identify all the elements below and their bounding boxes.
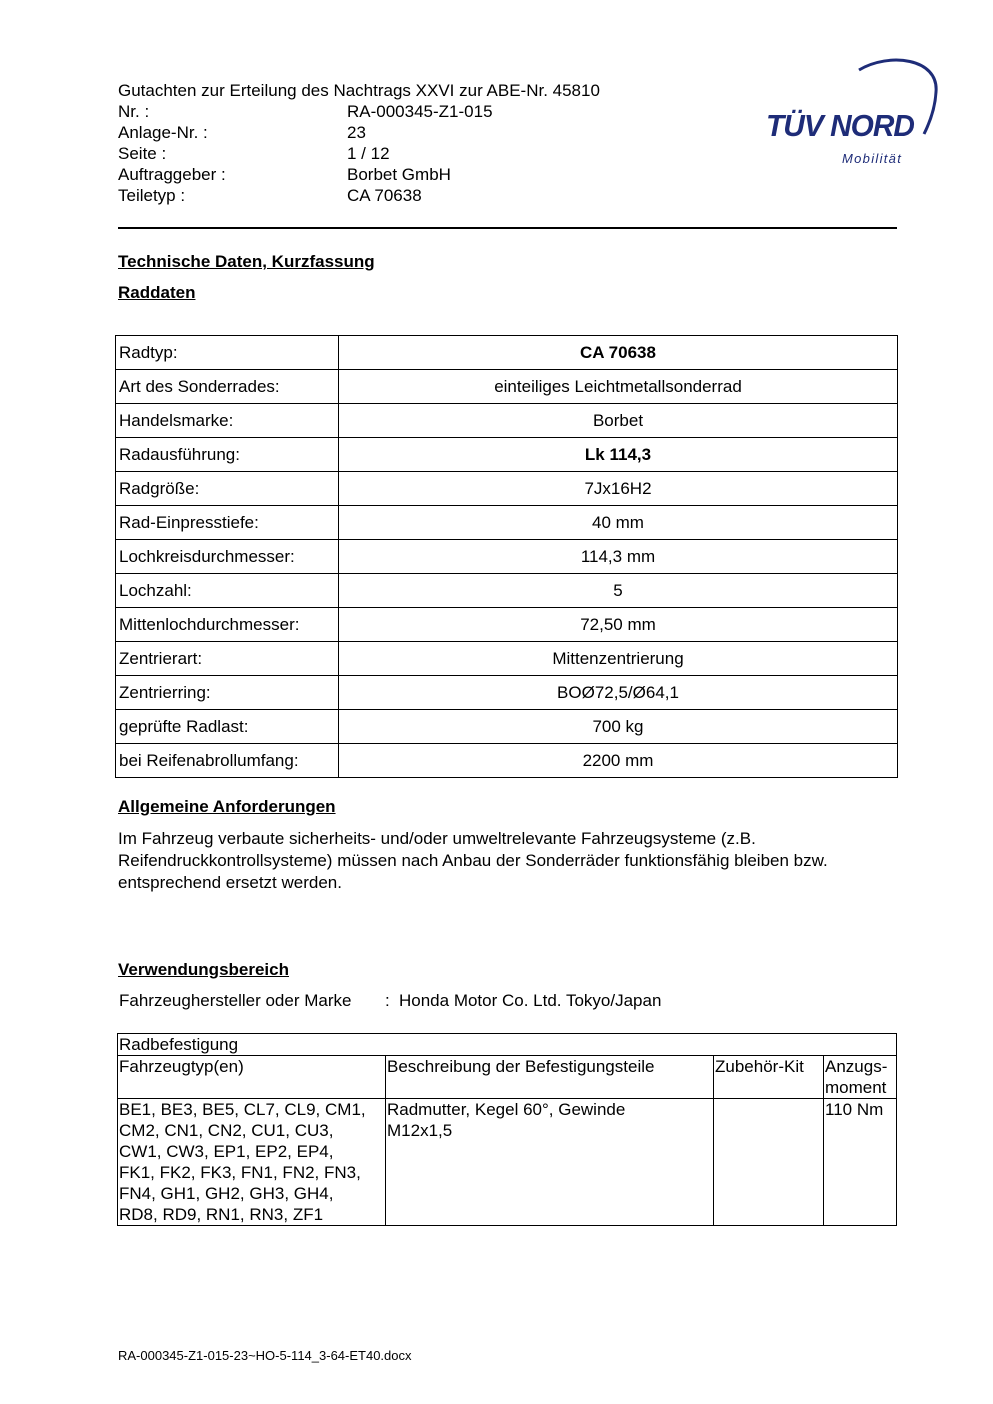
table-row [118, 1099, 897, 1226]
column-header: Zubehör-Kit [714, 1056, 824, 1099]
verwendung-value: Honda Motor Co. Ltd. Tokyo/Japan [399, 991, 662, 1010]
header-label: Teiletyp : [118, 186, 186, 205]
raddaten-label: Lochkreisdurchmesser: [116, 540, 339, 574]
section-title: Technische Daten, Kurzfassung [118, 252, 375, 271]
tuv-nord-logo [764, 56, 942, 172]
table-row [116, 404, 898, 438]
raddaten-label: Radgröße: [116, 472, 339, 506]
paragraph-line: entsprechend ersetzt werden. [118, 873, 342, 892]
table-row [116, 744, 898, 778]
column-header: Beschreibung der Befestigungsteile [386, 1056, 714, 1099]
column-header-line: moment [825, 1078, 887, 1097]
vehicle-types-line: FK1, FK2, FK3, FN1, FN2, FN3, [119, 1163, 361, 1182]
raddaten-label: Mittenlochdurchmesser: [116, 608, 339, 642]
column-header: Fahrzeugtyp(en) [118, 1056, 386, 1099]
raddaten-value: Borbet [339, 404, 898, 438]
header-value: Borbet GmbH [347, 165, 451, 184]
raddaten-label: Handelsmarke: [116, 404, 339, 438]
raddaten-value: einteiliges Leichtmetallsonderrad [339, 370, 898, 404]
header-row-teiletyp [118, 185, 600, 206]
raddaten-label: Art des Sonderrades: [116, 370, 339, 404]
raddaten-label: geprüfte Radlast: [116, 710, 339, 744]
befestigung-table [117, 1033, 897, 1226]
vehicle-types-line: BE1, BE3, BE5, CL7, CL9, CM1, [119, 1100, 366, 1119]
raddaten-label: bei Reifenabrollumfang: [116, 744, 339, 778]
header-label: Nr. : [118, 102, 150, 121]
document-header [118, 80, 600, 206]
header-row-anlage [118, 122, 600, 143]
torque-cell: 110 Nm [824, 1099, 897, 1226]
header-divider [118, 227, 897, 229]
raddaten-value: Mittenzentrierung [339, 642, 898, 676]
header-label: Anlage-Nr. : [118, 123, 208, 142]
header-label: Auftraggeber : [118, 165, 226, 184]
kit-cell [714, 1099, 824, 1226]
table-row [116, 438, 898, 472]
table-row [116, 506, 898, 540]
befestigung-title: Radbefestigung [118, 1034, 897, 1056]
header-value: 23 [347, 123, 366, 142]
raddaten-label: Radausführung: [116, 438, 339, 472]
table-row [116, 574, 898, 608]
svg-text:TÜV NORD: TÜV NORD [766, 108, 915, 143]
table-row [116, 676, 898, 710]
paragraph-line: Im Fahrzeug verbaute sicherheits- und/oder umweltrelevante Fahrzeugsysteme (z.B. [118, 829, 756, 848]
verwendung-line [119, 991, 661, 1011]
vehicle-types-line: CW1, CW3, EP1, EP2, EP4, [119, 1142, 334, 1161]
raddaten-label: Zentrierring: [116, 676, 339, 710]
raddaten-value: 5 [339, 574, 898, 608]
raddaten-value: 7Jx16H2 [339, 472, 898, 506]
raddaten-value: 2200 mm [339, 744, 898, 778]
raddaten-value: 40 mm [339, 506, 898, 540]
vehicle-types-line: FN4, GH1, GH2, GH3, GH4, [119, 1184, 334, 1203]
raddaten-value: 700 kg [339, 710, 898, 744]
raddaten-label: Radtyp: [116, 336, 339, 370]
verwendung-label: Fahrzeughersteller oder Marke [119, 991, 352, 1010]
footer-filename: RA-000345-Z1-015-23~HO-5-114_3-64-ET40.docx [118, 1348, 412, 1363]
raddaten-table [115, 335, 898, 778]
table-row [116, 540, 898, 574]
verwendung-separator: : [385, 991, 390, 1010]
header-row-auftraggeber [118, 164, 600, 185]
description-line: M12x1,5 [387, 1121, 453, 1140]
raddaten-value: 114,3 mm [339, 540, 898, 574]
verwendung-title: Verwendungsbereich [118, 960, 289, 979]
header-label: Seite : [118, 144, 167, 163]
raddaten-title: Raddaten [118, 283, 196, 302]
header-value: RA-000345-Z1-015 [347, 102, 493, 121]
raddaten-label: Rad-Einpresstiefe: [116, 506, 339, 540]
logo-subtitle: Mobilität [842, 151, 903, 166]
table-row [116, 472, 898, 506]
table-header-row [118, 1056, 897, 1099]
raddaten-value: CA 70638 [339, 336, 898, 370]
raddaten-value: BOØ72,5/Ø64,1 [339, 676, 898, 710]
header-row-nr [118, 101, 600, 122]
raddaten-label: Lochzahl: [116, 574, 339, 608]
table-row [116, 608, 898, 642]
raddaten-label: Zentrierart: [116, 642, 339, 676]
document-title: Gutachten zur Erteilung des Nachtrags XXVI zur ABE-Nr. 45810 [118, 81, 600, 100]
paragraph-line: Reifendruckkontrollsysteme) müssen nach Anbau der Sonderräder funktionsfähig bleiben bzw. [118, 851, 828, 870]
vehicle-types-line: CM2, CN1, CN2, CU1, CU3, [119, 1121, 334, 1140]
table-row [116, 642, 898, 676]
header-value: CA 70638 [347, 186, 422, 205]
description-line: Radmutter, Kegel 60°, Gewinde [387, 1100, 626, 1119]
raddaten-value: Lk 114,3 [339, 438, 898, 472]
column-header-line: Anzugs- [825, 1057, 888, 1076]
allgemein-title: Allgemeine Anforderungen [118, 797, 336, 816]
vehicle-types-line: RD8, RD9, RN1, RN3, ZF1 [119, 1205, 324, 1224]
table-row [116, 710, 898, 744]
vehicle-types-cell [118, 1099, 386, 1226]
table-row [118, 1034, 897, 1056]
header-value: 1 / 12 [347, 144, 390, 163]
table-row [116, 370, 898, 404]
header-row-seite [118, 143, 600, 164]
allgemein-paragraph [118, 828, 898, 894]
description-cell [386, 1099, 714, 1226]
raddaten-value: 72,50 mm [339, 608, 898, 642]
column-header-torque [824, 1056, 897, 1099]
table-row [116, 336, 898, 370]
